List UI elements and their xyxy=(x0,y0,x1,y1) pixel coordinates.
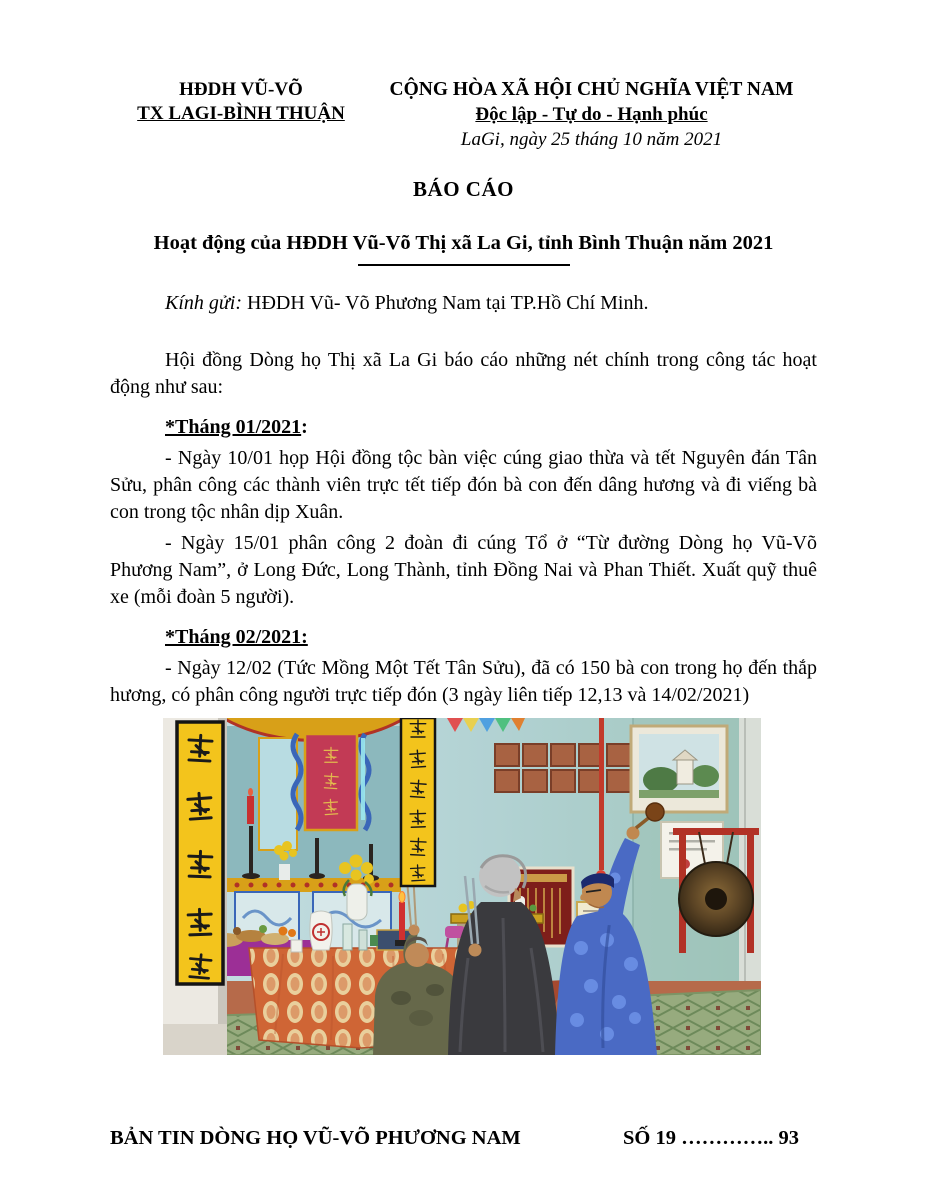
banner-left xyxy=(177,722,223,984)
org-name: HĐDH VŨ-VÕ xyxy=(179,79,303,100)
paragraph-jan-1: - Ngày 10/01 họp Hội đồng tộc bàn việc cúng giao thừa và tết Nguyên đán Tân Sửu, phân công các thành viên trực tết tiếp đón bà con đến dâng hương và đi viếng bà con trong tộc nhân dịp Xuân. xyxy=(110,447,817,523)
title-underline-rule xyxy=(358,264,570,266)
national-title: CỘNG HÒA XÃ HỘI CHỦ NGHĨA VIỆT NAM xyxy=(389,79,794,100)
document-header xyxy=(110,78,817,153)
place-date-line: LaGi, ngày 25 tháng 10 năm 2021 xyxy=(460,129,723,150)
section-heading-feb: *Tháng 02/2021: xyxy=(165,626,308,648)
section-heading-jan: *Tháng 01/2021: xyxy=(165,416,308,438)
national-motto: Độc lập - Tự do - Hạnh phúc xyxy=(475,104,708,125)
framed-painting xyxy=(631,726,727,812)
bulletin-footer xyxy=(110,1127,817,1150)
salutation-line xyxy=(110,290,817,317)
report-title: Hoạt động của HĐDH Vũ-Võ Thị xã La Gi, tỉnh Bình Thuận năm 2021 xyxy=(153,232,774,254)
ceremony-photo-illustration xyxy=(163,718,761,1055)
bulletin-title: BẢN TIN DÒNG HỌ VŨ-VÕ PHƯƠNG NAM xyxy=(110,1127,521,1149)
paragraph-feb-1: - Ngày 12/02 (Tức Mồng Một Tết Tân Sửu), đã có 150 bà con trong họ đến thắp hương, có phân công người trực tiếp đón (3 ngày liên tiếp 12,13 và 14/02/2021) xyxy=(110,657,817,706)
national-header-block xyxy=(366,78,817,153)
paragraph-jan-2: - Ngày 15/01 phân công 2 đoàn đi cúng Tổ ở “Từ đường Dòng họ Vũ-Võ Phương Nam”, ở Long Đức, Long Thành, tỉnh Đồng Nai và Phan Thiết. Xuất quỹ thuê xe (mỗi đoàn 5 người). xyxy=(110,532,817,608)
issuing-org-block xyxy=(116,78,366,126)
report-heading: BÁO CÁO xyxy=(413,177,514,201)
org-locality: TX LAGI-BÌNH THUẬN xyxy=(137,103,345,124)
ceremony-photo xyxy=(163,718,761,1055)
salutation-recipient: HĐDH Vũ- Võ Phương Nam tại TP.Hồ Chí Minh. xyxy=(247,292,649,314)
banner-right xyxy=(401,718,435,886)
salutation-label: Kính gửi: xyxy=(165,292,243,314)
intro-paragraph: Hội đồng Dòng họ Thị xã La Gi báo cáo những nét chính trong công tác hoạt động như sau: xyxy=(110,349,817,398)
issue-page-number: SỐ 19 ………….. 93 xyxy=(623,1127,799,1149)
